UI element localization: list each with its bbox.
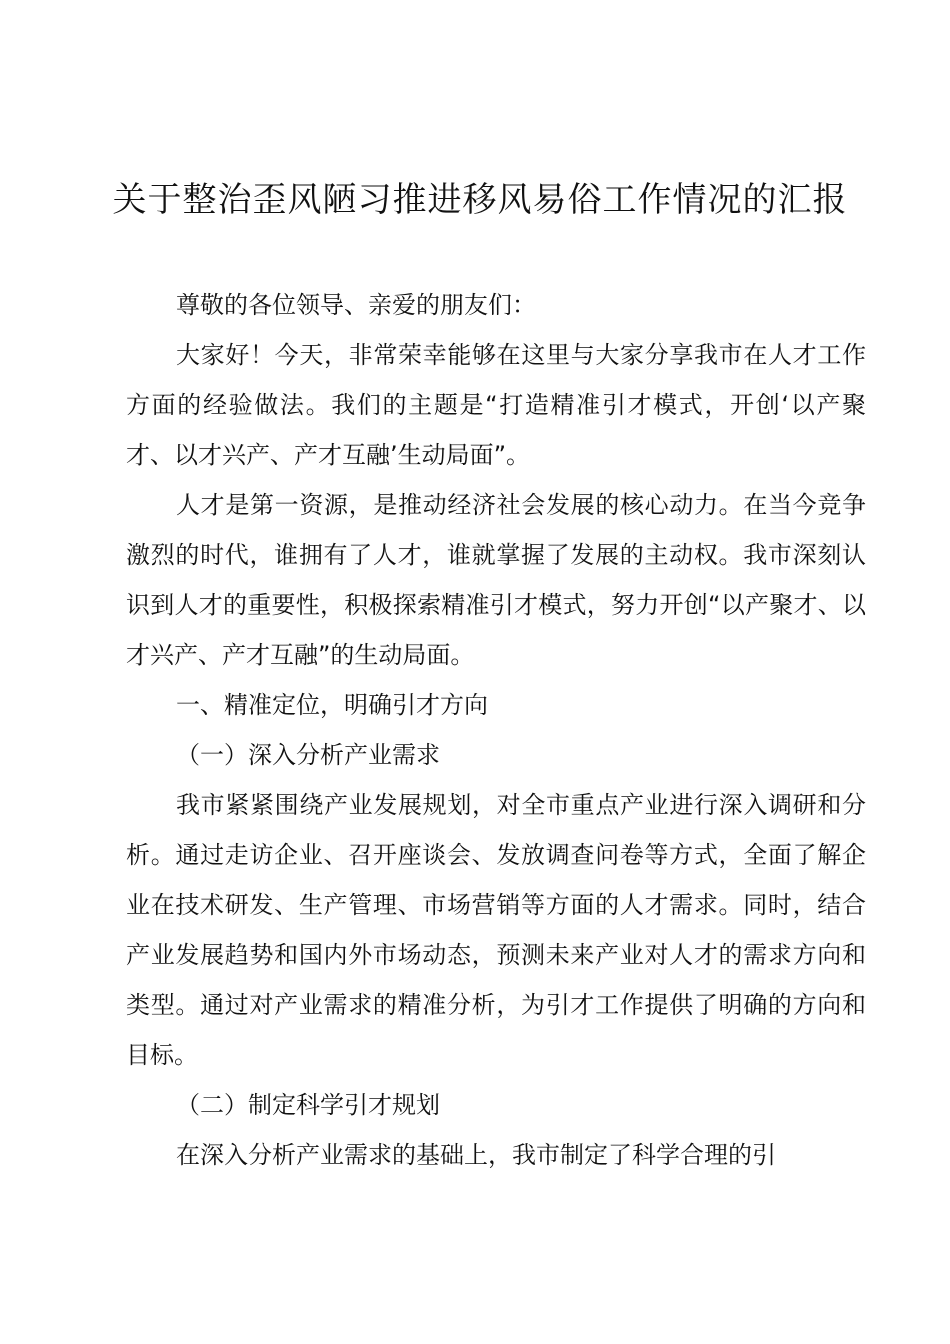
paragraph-industry-analysis: 我市紧紧围绕产业发展规划，对全市重点产业进行深入调研和分析。通过走访企业、召开座谈会、发放调查问卷等方式，全面了解企业在技术研发、生产管理、市场营销等方面的人才需求。同时，结合产业发展趋势和国内外市场动态，预测未来产业对人才的需求方向和类型。通过对产业需求的精准分析，为引才工作提供了明确的方向和目标。 [126,791,866,1069]
document-title: 关于整治歪风陋习推进移风易俗工作情况的汇报 [112,180,848,220]
salutation: 尊敬的各位领导、亲爱的朋友们： [176,291,536,319]
subsection-heading-2: （二）制定科学引才规划 [176,1091,440,1119]
paragraph-talent: 人才是第一资源，是推动经济社会发展的核心动力。在当今竞争激烈的时代，谁拥有了人才，谁就掌握了发展的主动权。我市深刻认识到人才的重要性，积极探索精准引才模式，努力开创“以产聚才、以才兴产、产才互融”的生动局面。 [126,491,866,669]
subsection-heading-1: （一）深入分析产业需求 [176,741,440,769]
document-body [126,280,866,1180]
paragraph-intro: 大家好！今天，非常荣幸能够在这里与大家分享我市在人才工作方面的经验做法。我们的主题是“打造精准引才模式，开创‘以产聚才、以才兴产、产才互融’生动局面”。 [126,341,866,469]
section-heading-1: 一、精准定位，明确引才方向 [176,691,488,719]
paragraph-planning: 在深入分析产业需求的基础上，我市制定了科学合理的引 [176,1141,776,1169]
